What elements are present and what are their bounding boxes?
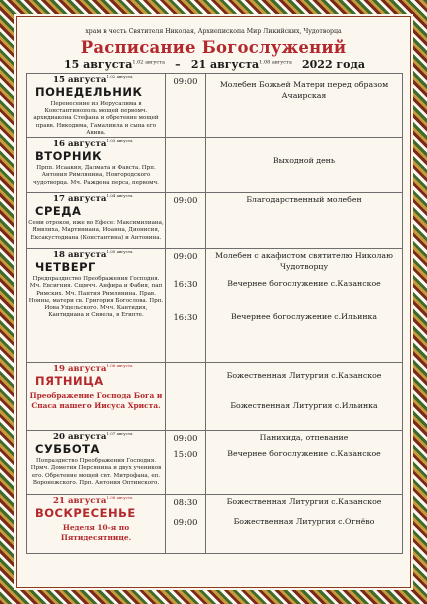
time-cell — [166, 138, 206, 193]
service-cell — [206, 363, 403, 431]
service-cell — [206, 495, 403, 554]
period-start: 15 августа$^{1.02 августа}$ — [64, 58, 165, 71]
saints-commemoration: Семи отроков, иже во Ефесе: Максимилиана, Ямвлиха, Мартиниана, Иоанна, Дионисия, Ексакустодиана (Константина) и Антонина. — [28, 220, 164, 241]
service-description: Божественная Литургия с.Ильинка — [230, 401, 378, 411]
church-name: храм в честь Святителя Николая, Архиепископа Мир Ликийских, Чудотворца — [85, 28, 342, 35]
day-name: ВТОРНИК — [35, 149, 102, 164]
service-time: 09:00 — [173, 433, 198, 444]
day-row — [27, 138, 403, 193]
day-date: 16 августа$^{1.03 августа}$ — [53, 138, 133, 150]
content — [26, 22, 401, 554]
day-date: 20 августа$^{1.07 августа}$ — [53, 431, 133, 443]
time-cell — [166, 193, 206, 249]
service-cell — [206, 193, 403, 249]
service-description: Выходной день — [272, 156, 336, 166]
day-cell — [27, 431, 166, 495]
saints-commemoration: Прпп. Исаакия, Далмата и Фавста. Прп. Антония Римлянина, Новгородского чудотворца. Мч. Раждена перса, первомч. — [33, 165, 159, 186]
day-name: ВОСКРЕСЕНЬЕ — [35, 506, 136, 521]
day-name: ПОНЕДЕЛЬНИК — [35, 84, 143, 99]
service-description: Божественная Литургия с.Огнёво — [233, 517, 375, 527]
schedule-table — [26, 73, 403, 554]
period-year: 2022 года — [301, 58, 365, 71]
service-time: 16:30 — [173, 279, 198, 290]
service-cell — [206, 74, 403, 138]
service-description: Вечернее богослужение с.Ильинка — [230, 312, 378, 322]
service-description: Панихида, отпевание — [259, 433, 349, 443]
feast-title: Преображение Господа Бога и Спаса нашего Иисуса Христа. — [29, 391, 163, 410]
service-time: 15:00 — [173, 449, 198, 460]
saints-commemoration: Перенесение из Иерусалима в Константинополь мощей первомч. архидиакона Стефана и обретение мощей правв. Никодима, Гамалиила и сына его Авива. — [33, 100, 159, 136]
day-row — [27, 193, 403, 249]
day-cell — [27, 74, 166, 138]
service-time: 09:00 — [173, 76, 198, 86]
service-description: Молебен с акафистом святителю Николаю Чудотворцу — [215, 251, 393, 271]
period-dash: – — [175, 58, 181, 71]
service-description: Божественная Литургия с.Казанское — [226, 371, 382, 381]
day-name: СРЕДА — [35, 204, 82, 219]
day-row — [27, 431, 403, 495]
day-date: 17 августа$^{1.04 августа}$ — [53, 193, 133, 205]
day-date: 19 августа$^{1.06 августа}$ — [53, 363, 133, 375]
time-cell — [166, 495, 206, 554]
service-description: Вечернее богослужение с.Казанское — [227, 449, 381, 459]
day-cell — [27, 138, 166, 193]
day-cell — [27, 249, 166, 363]
service-time: 09:00 — [173, 251, 198, 262]
day-date: 18 августа$^{1.05 августа}$ — [53, 249, 133, 261]
period-line — [26, 57, 401, 73]
saints-commemoration: Попразднство Преображения Господня. Прмч. Дометия Персянина и двух учеников его. Обретение мощей свт. Митрофана, еп. Воронежского. Прп. Антония Оптинского. — [30, 458, 162, 486]
time-cell — [166, 363, 206, 431]
feast-title: Неделя 10-я по Пятидесятнице. — [60, 523, 132, 542]
day-row — [27, 495, 403, 554]
day-date: 21 августа$^{1.08 августа}$ — [53, 495, 133, 507]
day-row — [27, 74, 403, 138]
time-cell — [166, 249, 206, 363]
day-name: ЧЕТВЕРГ — [35, 260, 96, 275]
page-title: Расписание Богослужений — [80, 38, 347, 57]
period-end: 21 августа$^{1.08 августа}$ — [190, 58, 292, 71]
service-time: 09:00 — [173, 517, 198, 528]
service-cell — [206, 431, 403, 495]
day-cell — [27, 193, 166, 249]
day-date: 15 августа$^{1.02 августа}$ — [53, 74, 133, 85]
day-cell — [27, 363, 166, 431]
time-cell — [166, 431, 206, 495]
day-name: СУББОТА — [35, 442, 100, 457]
day-name: ПЯТНИЦА — [35, 374, 104, 389]
day-row — [27, 363, 403, 431]
service-cell — [206, 249, 403, 363]
service-description: Божественная Литургия с.Казанское — [226, 497, 382, 507]
service-time: 16:30 — [173, 312, 198, 323]
day-row — [27, 249, 403, 363]
service-cell — [206, 138, 403, 193]
service-description: Молебен Божьей Матери перед образом Ачаирская — [219, 80, 389, 100]
saints-commemoration: Предпразднство Преображения Господня. Мч. Евсигния. Сщмчч. Анфира и Фабия, пап Римских. Мч. Пантия Римлянина. Прав. Нонны, матери св. Григория Богослова. Прп. Иова Ущельского. Мчч. Кантидия, Кантидиана и Сивела, в Египте. — [28, 276, 164, 319]
day-cell — [27, 495, 166, 554]
service-description: Благодарственный молебен — [246, 195, 362, 205]
service-description: Вечернее богослужение с.Казанское — [227, 279, 381, 289]
service-time: 08:30 — [173, 497, 198, 508]
time-cell — [166, 74, 206, 138]
service-time: 09:00 — [173, 195, 198, 206]
